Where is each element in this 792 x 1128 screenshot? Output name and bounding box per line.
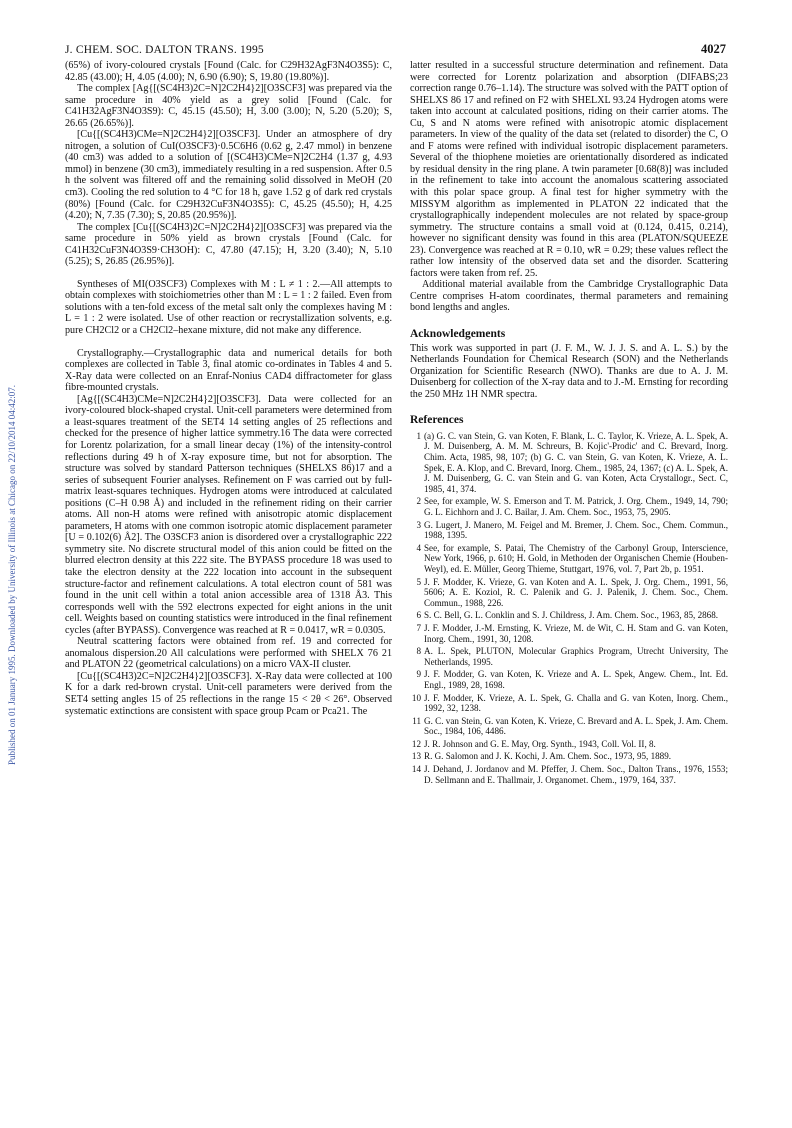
- acknowledgements-heading: Acknowledgements: [410, 328, 506, 341]
- reference-item: [410, 577, 728, 609]
- reference-item: [410, 431, 728, 495]
- reference-item: [410, 716, 728, 737]
- reference-item: [410, 496, 728, 517]
- download-notice-sidebar: [4, 140, 20, 1010]
- reference-item: [410, 764, 728, 785]
- paragraph: [Cu{[(SC4H3)2C=N]2C2H4}2][O3SCF3]. X-Ray data were collected at 100 K for a dark red-brown crystal. Unit-cell parameters were derived from the SET4 setting angles 15 of 25 reflections in the range 15 < 2θ < 26°. Observed systematic extinctions are consistent with space group Pcam or Pca21. The: [65, 670, 392, 717]
- reference-number: 10: [411, 692, 421, 703]
- reference-number: 7: [416, 622, 421, 633]
- reference-item: [410, 520, 728, 541]
- reference-item: [410, 693, 728, 714]
- paragraph: [Ag{[(SC4H3)CMe=N]2C2H4}2][O3SCF3]. Data were collected for an ivory-coloured block-shaped crystal. Unit-cell parameters were determined from a least-squares treatment of the SET4 14 setting angles of 25 reflections and checked for the presence of higher lattice symmetry.16 The data were corrected for Lorentz polarization, for a small linear decay (1%) of the intensity-control reflections during 49 h of X-ray exposure time, but not for absorption. The structure was solved by standard Patterson techniques (SHELXS 86)17 and a series of subsequent Fourier analyses. Refinement on F was carried out by full-matrix least-squares techniques. Hydrogen atoms were introduced at calculated positions (C–H 0.98 Å) and included in the refinement riding on their carrier atoms. All non-H atoms were refined with anisotropic atomic displacement parameters, H atoms with one common isotropic atomic displacement parameter [U = 0.102(6) Å2]. The O3SCF3 anion is disordered over a crystallographic 222 symmetry site. No discrete structural model of this anion could be fitted on the blurred electron density at this 222 site. The BYPASS procedure 18 was used to take the electron density at the 222 location into account in the subsequent structure-factor and refinement calculations. A total electron count of 581 was found in the unit cell within a total anion accessible area of 1318 Å3. This corresponds well with the 592 electrons expected for eight anions in the unit cell. Weights based on counting statistics were introduced in the final refinement cycles (after BYPASS). Convergence was reached at R = 0.0417, wR = 0.0305.: [65, 393, 392, 636]
- reference-number: 14: [411, 764, 421, 775]
- reference-number: 2: [416, 496, 421, 507]
- right-column: [410, 60, 728, 787]
- reference-text: See, for example, S. Patai, The Chemistry of the Carbonyl Group, Interscience, New York, 1966, p. 610; H. Gold, in Methoden der Organischen Chemie (Houben-Weyl), ed. E. Müller, Georg Thieme, Stuttgart, 1976, vol. 7, Part 2b, p. 1951.: [424, 542, 728, 574]
- references-list: [410, 431, 728, 785]
- paragraph: Additional material available from the Cambridge Crystallographic Data Centre comprises H-atom coordinates, thermal parameters and remaining bond lengths and angles.: [410, 279, 728, 314]
- reference-text: A. L. Spek, PLUTON, Molecular Graphics Program, Utrecht University, The Netherlands, 1995.: [424, 646, 728, 667]
- reference-number: 6: [416, 610, 421, 621]
- reference-text: J. F. Modder, K. Vrieze, A. L. Spek, G. Challa and G. van Koten, Inorg. Chem., 1992, 32, 1238.: [424, 692, 728, 714]
- left-column: [65, 60, 392, 717]
- reference-item: [410, 610, 728, 621]
- reference-text: J. F. Modder, J.-M. Ernsting, K. Vrieze, M. de Wit, C. H. Stam and G. van Koten, Inorg. Chem., 1991, 30, 1208.: [424, 622, 728, 644]
- reference-text: G. Lugert, J. Manero, M. Feigel and M. Bremer, J. Chem. Soc., Chem. Commun., 1988, 1395.: [424, 519, 728, 541]
- paragraph: (65%) of ivory-coloured crystals [Found (Calc. for C29H32AgF3N4O3S5): C, 42.85 (43.00); H, 4.05 (4.00); N, 6.90 (6.90); S, 19.80 (19.80%)].: [65, 60, 392, 83]
- reference-number: 12: [411, 738, 421, 749]
- reference-item: [410, 646, 728, 667]
- reference-text: J. F. Modder, G. van Koten, K. Vrieze and A. L. Spek, Angew. Chem., Int. Ed. Engl., 1989, 28, 1698.: [424, 669, 728, 690]
- reference-number: 3: [416, 519, 421, 530]
- reference-text: (a) G. C. van Stein, G. van Koten, F. Blank, L. C. Taylor, K. Vrieze, A. L. Spek, A. J. M. Duisenberg, A. M. M. Schreurs, B. Kojic'-Prodic' and C. Brevard, Inorg. Chim. Acta, 1985, 98, 107; (b) G. C. van Stein, G. van Koten, K. Vrieze, A. L. Spek, E. A. Klop, and C. Brevard, Inorg. Chem., 1985, 24, 1367; (c) A. L. Spek, A. J. M. Duisenberg, G. C. van Stein and G. van Koten, Acta Crystallogr., Sect. C, 1985, 41, 374.: [424, 430, 728, 494]
- paragraph: The complex [Cu{[(SC4H3)2C=N]2C2H4}2][O3SCF3] was prepared via the same procedure in 50% yield as brown crystals [Found (Calc. for C41H32CuF3N4O3S9·CH3OH): C, 47.80 (47.15); H, 3.20 (3.40); N, 5.10 (5.25); S, 26.85 (26.95%)].: [65, 221, 392, 268]
- paragraph: Neutral scattering factors were obtained from ref. 19 and corrected for anomalous dispersion.20 All calculations were performed with SHELX 76 21 and PLATON 22 (geometrical calculations) on a micro VAX-II cluster.: [65, 636, 392, 671]
- reference-item: [410, 739, 728, 750]
- reference-item: [410, 623, 728, 644]
- reference-text: J. R. Johnson and G. E. May, Org. Synth., 1943, Coll. Vol. II, 8.: [424, 738, 656, 749]
- reference-text: S. C. Bell, G. L. Conklin and S. J. Childress, J. Am. Chem. Soc., 1963, 85, 2868.: [424, 610, 719, 621]
- references-heading: References: [410, 414, 464, 427]
- reference-item: [410, 543, 728, 575]
- reference-item: [410, 751, 728, 762]
- reference-number: 13: [411, 751, 421, 762]
- reference-text: J. Dehand, J. Jordanov and M. Pfeffer, J. Chem. Soc., Dalton Trans., 1976, 1553; D. Sellmann and E. Thallmair, J. Organomet. Chem., 1979, 164, 337.: [424, 764, 728, 785]
- acknowledgements-text: This work was supported in part (J. F. M., W. J. J. S. and A. L. S.) by the Netherlands Foundation for Chemical Research (SON) and the Netherlands Organization for Scientific Research (NWO). Thanks are due to A. J. M. Duisenberg for collection of the X-ray data and to J.-M. Ernsting for recording the 250 MHz 1H NMR spectra.: [410, 342, 728, 400]
- reference-number: 9: [416, 669, 421, 680]
- download-notice-link[interactable]: Published on 01 January 1995. Downloaded by University of Illinois at Chicago on 22/10/2014 04:42:07.: [7, 385, 17, 765]
- reference-item: [410, 669, 728, 690]
- paragraph: Syntheses of MI(O3SCF3) Complexes with M : L ≠ 1 : 2.—All attempts to obtain complexes with stoichiometries other than M : L = 1 : 2 failed. Even from solutions with a ten-fold excess of the metal salt only the complexes having M : L = 1 : 2 were isolated. Use of other reaction or recrystallization solvents, e.g. pure CH2Cl2 or a CH2Cl2–hexane mixture, did not make any difference.: [65, 278, 392, 337]
- paragraph: Crystallography.—Crystallographic data and numerical details for both complexes are collected in Table 3, final atomic co-ordinates in Tables 4 and 5. X-Ray data were collected on an Enraf-Nonius CAD4 diffractometer for glass fibre-mounted crystals.: [65, 347, 392, 394]
- reference-number: 8: [416, 646, 421, 657]
- paragraph: [Cu{[(SC4H3)CMe=N]2C2H4}2][O3SCF3]. Under an atmosphere of dry nitrogen, a solution of CuI(O3SCF3)·0.5C6H6 (0.62 g, 2.47 mmol) in benzene (40 cm3) was added to a solution of [(SC4H3)CMe=N]2C2H4 (1.37 g, 4.93 mmol) in benzene (30 cm3), immediately resulting in a red suspension. After 0.5 h the solvent was filtered off and the remaining solid dissolved in MeOH (20 cm3). Cooling the red solution to 4 °C for 18 h, gave 1.52 g of dark red crystals (80%) [Found (Calc. for C29H32CuF3N4O3S5): C, 45.25 (45.50); H, 4.25 (4.20); N, 7.35 (7.30); S, 20.85 (20.95%)].: [65, 129, 392, 222]
- reference-text: G. C. van Stein, G. van Koten, K. Vrieze, C. Brevard and A. L. Spek, J. Am. Chem. Soc., 1984, 106, 4486.: [424, 715, 728, 737]
- paragraph: latter resulted in a successful structure determination and refinement. Data were corrected for Lorentz polarization and absorption (DIFABS;23 correction range 0.76–1.14). The structure was solved with the PATT option of SHELXS 86 17 and refined on F2 with SHELXL 93.24 Hydrogen atoms were taken into account at calculated positions, riding on their carrier atoms. The Cu, S and N atoms were refined with anisotropic atomic displacement parameters. In view of the quality of the data set (related to disorder) the C, O and F atoms were refined with individual isotropic displacement parameters. Several of the thiophene moieties are orientationally disordered as indicated by residual density in the ring plane. A twin parameter [0.68(8)] was included in the refinement to take into account the anomalous scattering associated with this polar space group. A final test for higher symmetry with the MISSYM algorithm as implemented in PLATON 22 indicated that the crystallographically independent molecules are not related by space-group symmetry. The structure contains a small void at (0.124, 0.415, 0.214), however no significant density was found in this area (PLATON/SQUEEZE 23). Convergence was reached at R = 0.10, wR = 0.29; these values reflect the rather low intensity of the observed data set and the disorder. Scattering factors were taken from ref. 25.: [410, 60, 728, 279]
- paragraph: The complex [Ag{[(SC4H3)2C=N]2C2H4}2][O3SCF3] was prepared via the same procedure in 40% yield as a grey solid [Found (Calc. for C41H32AgF3N4O3S9): C, 45.15 (45.50); H, 3.00 (3.00); N, 5.20 (5.20); S, 26.65 (26.65%)].: [65, 83, 392, 129]
- reference-number: 11: [412, 715, 421, 726]
- page-number: 4027: [701, 42, 726, 56]
- reference-text: J. F. Modder, K. Vrieze, G. van Koten and A. L. Spek, J. Org. Chem., 1991, 56, 5606; A. E. Koziol, R. C. Palenik and G. J. Palenik, J. Chem. Soc., Chem. Commun., 1988, 226.: [424, 576, 728, 608]
- reference-number: 4: [416, 542, 421, 553]
- journal-header: J. CHEM. SOC. DALTON TRANS. 1995: [65, 44, 264, 56]
- reference-text: See, for example, W. S. Emerson and T. M. Patrick, J. Org. Chem., 1949, 14, 790; G. L. Eichhorn and J. C. Bailar, J. Am. Chem. Soc., 1953, 75, 2905.: [424, 496, 728, 518]
- reference-text: R. G. Salomon and J. K. Kochi, J. Am. Chem. Soc., 1973, 95, 1889.: [424, 751, 672, 762]
- reference-number: 5: [416, 576, 421, 587]
- reference-number: 1: [416, 430, 421, 441]
